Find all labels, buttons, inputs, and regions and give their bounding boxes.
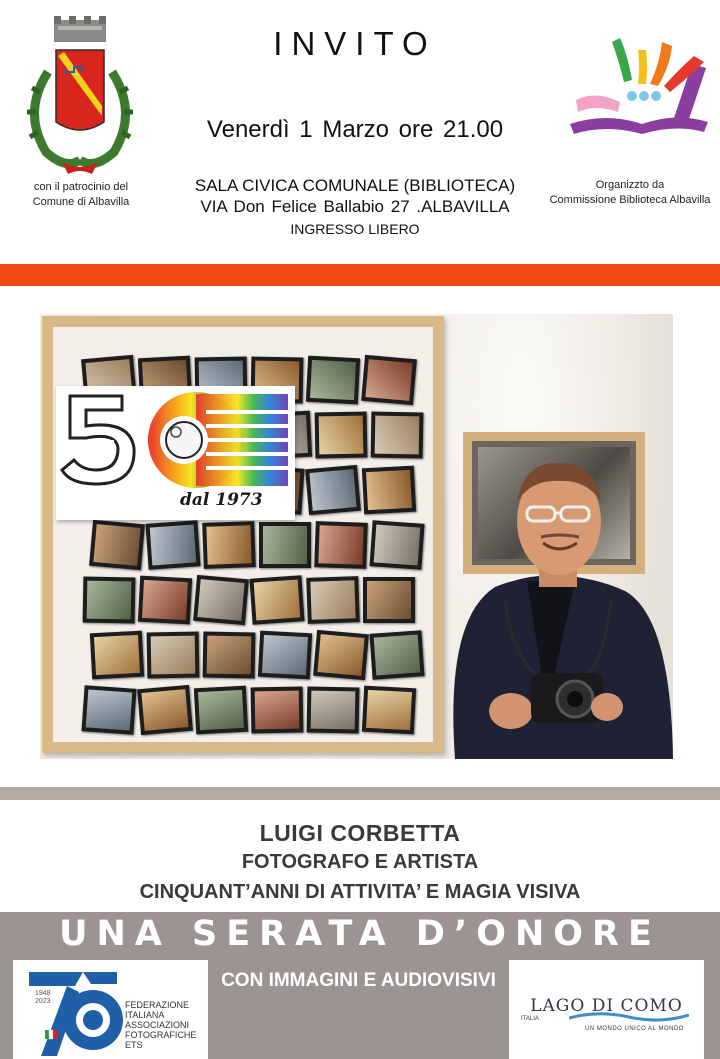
lago-slogan: UN MONDO UNICO AL MONDO bbox=[585, 1026, 684, 1032]
polaroid-photo bbox=[258, 631, 312, 680]
fiaf-abbrev: FIAF bbox=[75, 1040, 91, 1047]
polaroid-photo bbox=[145, 520, 200, 570]
badge-year: dal 1973 bbox=[180, 490, 263, 510]
polaroid-photo bbox=[313, 630, 369, 680]
polaroid-photo bbox=[137, 685, 193, 735]
orange-divider bbox=[0, 264, 720, 286]
patronage-line-1: con il patrocinio del bbox=[33, 181, 129, 193]
polaroid-image bbox=[86, 690, 133, 731]
patronage-line-2: Comune di Albavilla bbox=[32, 196, 130, 208]
event-date: Venerdì 1 Marzo ore 21.00 bbox=[206, 116, 504, 143]
lago-country: ITALIA bbox=[521, 1016, 539, 1022]
patronage-note bbox=[8, 180, 154, 210]
polaroid-photo bbox=[81, 685, 136, 735]
polaroid-image bbox=[318, 525, 363, 565]
artist-name: LUIGI CORBETTA bbox=[259, 820, 461, 846]
polaroid-photo bbox=[314, 521, 368, 569]
polaroid-image bbox=[151, 636, 196, 675]
polaroid-image bbox=[93, 524, 140, 566]
polaroid-image bbox=[317, 634, 364, 676]
fiaf-line-2: ITALIANA bbox=[125, 1010, 165, 1020]
event-venue: SALA CIVICA COMUNALE (BIBLIOTECA) bbox=[194, 176, 516, 195]
polaroid-image bbox=[255, 691, 300, 730]
exhibition-photo bbox=[40, 314, 673, 759]
polaroid-image bbox=[142, 580, 188, 620]
polaroid-board bbox=[42, 316, 444, 753]
lago-di-como-title: LAGO DI COMO bbox=[530, 996, 683, 1016]
polaroid-photo bbox=[362, 686, 416, 735]
fiaf-line-4: FOTOGRAFICHE bbox=[125, 1030, 197, 1040]
polaroid-image bbox=[197, 579, 244, 621]
artist-tagline: CINQUANT’ANNI DI ATTIVITA’ E MAGIA VISIVA bbox=[139, 881, 581, 903]
lago-di-como-logo-icon bbox=[569, 1010, 689, 1024]
polaroid-image bbox=[207, 636, 252, 675]
polaroid-image bbox=[365, 359, 412, 401]
polaroid-image bbox=[374, 525, 421, 566]
polaroid-image bbox=[150, 525, 197, 566]
organizer-line-2: Commissione Biblioteca Albavilla bbox=[549, 194, 711, 206]
polaroid-photo bbox=[193, 575, 249, 625]
lago-di-como-sponsor bbox=[509, 960, 704, 1059]
polaroid-photo bbox=[369, 520, 424, 570]
artist-credits bbox=[0, 818, 720, 905]
polaroid-photo bbox=[203, 632, 256, 679]
artist-role: FOTOGRAFO E ARTISTA bbox=[241, 851, 479, 873]
polaroid-image bbox=[254, 580, 301, 621]
polaroid-photo bbox=[363, 577, 415, 623]
polaroid-photo bbox=[202, 521, 256, 569]
fiaf-75-logo-icon bbox=[23, 964, 123, 1058]
polaroid-image bbox=[375, 416, 420, 455]
polaroid-photo bbox=[251, 687, 304, 734]
polaroid-image bbox=[374, 635, 421, 676]
organizer-line-1: Organizzto da bbox=[595, 179, 665, 191]
anniversary-badge bbox=[56, 386, 295, 520]
invitation-header bbox=[0, 0, 720, 262]
polaroid-photo bbox=[371, 412, 424, 459]
polaroid-photo bbox=[194, 686, 248, 735]
polaroid-photo bbox=[306, 576, 360, 624]
polaroid-image bbox=[141, 689, 188, 731]
event-address: VIA Don Felice Ballabio 27 .ALBAVILLA bbox=[200, 197, 510, 216]
grey-divider bbox=[0, 787, 720, 800]
polaroid-image bbox=[263, 526, 307, 564]
fiaf-name bbox=[125, 1000, 196, 1050]
organizer-note bbox=[540, 178, 720, 208]
fiaf-years: 1948 2023 bbox=[35, 990, 51, 1005]
polaroid-image bbox=[206, 525, 251, 565]
polaroid-image bbox=[366, 690, 412, 730]
polaroid-photo bbox=[89, 520, 145, 570]
biblioteca-logo-icon bbox=[566, 28, 712, 140]
polaroid-image bbox=[311, 691, 356, 730]
event-headline: UNA SERATA D’ONORE bbox=[59, 914, 661, 954]
fiaf-line-3: ASSOCIAZIONI bbox=[125, 1020, 190, 1030]
event-details bbox=[165, 20, 545, 239]
fiaf-sponsor bbox=[13, 960, 208, 1059]
polaroid-photo bbox=[147, 632, 200, 679]
polaroid-image bbox=[198, 690, 244, 730]
polaroid-photo bbox=[138, 576, 192, 625]
polaroid-image bbox=[310, 360, 356, 400]
polaroid-photo bbox=[307, 687, 360, 734]
polaroid-image bbox=[94, 635, 140, 675]
polaroid-photo bbox=[361, 355, 417, 405]
fiaf-line-1: FEDERAZIONE bbox=[125, 1000, 190, 1010]
polaroid-photo bbox=[369, 630, 424, 680]
polaroid-image bbox=[310, 580, 355, 620]
polaroid-image bbox=[367, 581, 411, 619]
polaroid-photo bbox=[306, 356, 360, 405]
polaroid-photo bbox=[83, 577, 136, 624]
albavilla-coat-of-arms-icon bbox=[18, 12, 142, 180]
photographer-portrait bbox=[435, 449, 673, 759]
polaroid-image bbox=[319, 416, 364, 455]
entry-note: INGRESSO LIBERO bbox=[290, 221, 420, 237]
polaroid-image bbox=[262, 635, 308, 675]
polaroid-image bbox=[309, 469, 356, 511]
polaroid-image bbox=[87, 581, 132, 620]
fiaf-line-5: ETS bbox=[125, 1040, 143, 1050]
media-note: CON IMMAGINI E AUDIOVISIVI bbox=[221, 970, 496, 991]
polaroid-photo bbox=[90, 631, 144, 680]
polaroid-photo bbox=[362, 466, 416, 515]
polaroid-photo bbox=[259, 522, 311, 568]
polaroid-photo bbox=[315, 412, 368, 459]
polaroid-photo bbox=[305, 465, 361, 515]
page-title: INVITO bbox=[273, 25, 437, 62]
polaroid-photo bbox=[249, 575, 304, 625]
polaroid-image bbox=[366, 470, 412, 510]
